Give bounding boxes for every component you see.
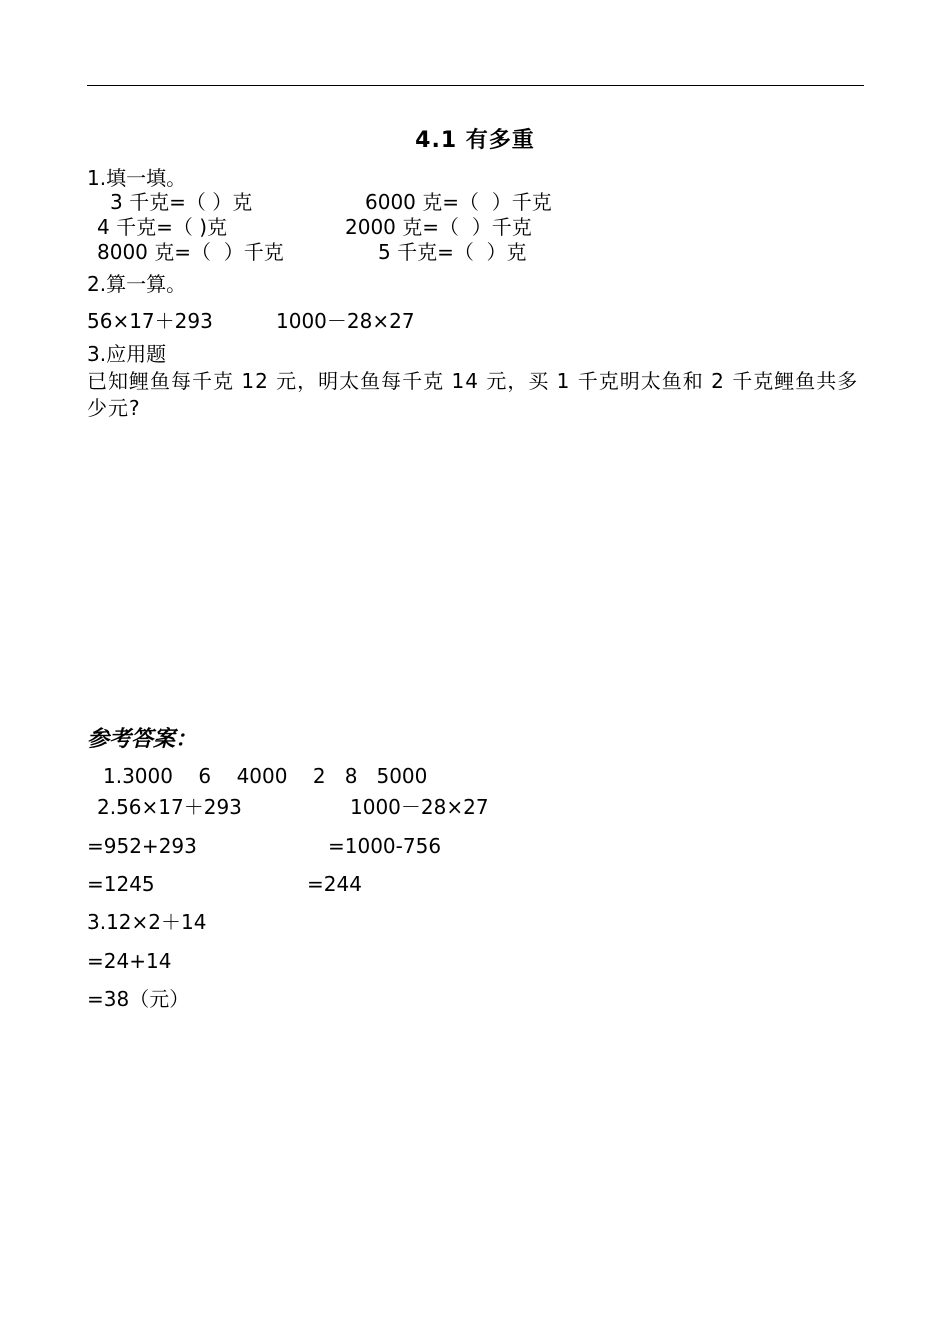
answer-q3-line-3: =38（元） (87, 987, 190, 1011)
q2-heading: 2.算一算。 (87, 272, 187, 296)
q1-heading: 1.填一填。 (87, 166, 187, 190)
page-title: 4.1 有多重 (415, 128, 535, 153)
q1-item-5: 8000 克=（ ）千克 (97, 240, 284, 264)
answer-q2-left: 2.56×17＋293 (97, 795, 242, 819)
q1-item-2: 6000 克=（ ）千克 (365, 190, 552, 214)
q1-item-4: 2000 克=（ ）千克 (345, 215, 532, 239)
q2-expression-1: 56×17＋293 (87, 309, 213, 333)
answer-step-left-1: =952+293 (87, 834, 197, 858)
answer-step-right-2: =244 (307, 872, 362, 896)
answers-heading: 参考答案： (87, 727, 198, 752)
q3-problem-text: 已知鲤鱼每千克 12 元，明太鱼每千克 14 元，买 1 千克明太鱼和 2 千克鲤鱼共多少元? (87, 369, 859, 420)
q3-heading: 3.应用题 (87, 342, 167, 366)
q1-item-6: 5 千克=（ ）克 (378, 240, 527, 264)
answer-step-right-1: =1000-756 (328, 834, 442, 858)
answer-q3-line-2: =24+14 (87, 949, 172, 973)
answer-q3-line-1: 3.12×2＋14 (87, 910, 207, 934)
q2-expression-2: 1000－28×27 (276, 309, 415, 333)
answer-q2-right: 1000－28×27 (350, 795, 489, 819)
header-rule (87, 85, 864, 86)
q1-item-3: 4 千克=（ )克 (97, 215, 227, 239)
answer-step-left-2: =1245 (87, 872, 155, 896)
q1-item-1: 3 千克=（ ）克 (110, 190, 253, 214)
answer-line-1: 1.3000 6 4000 2 8 5000 (103, 764, 428, 788)
